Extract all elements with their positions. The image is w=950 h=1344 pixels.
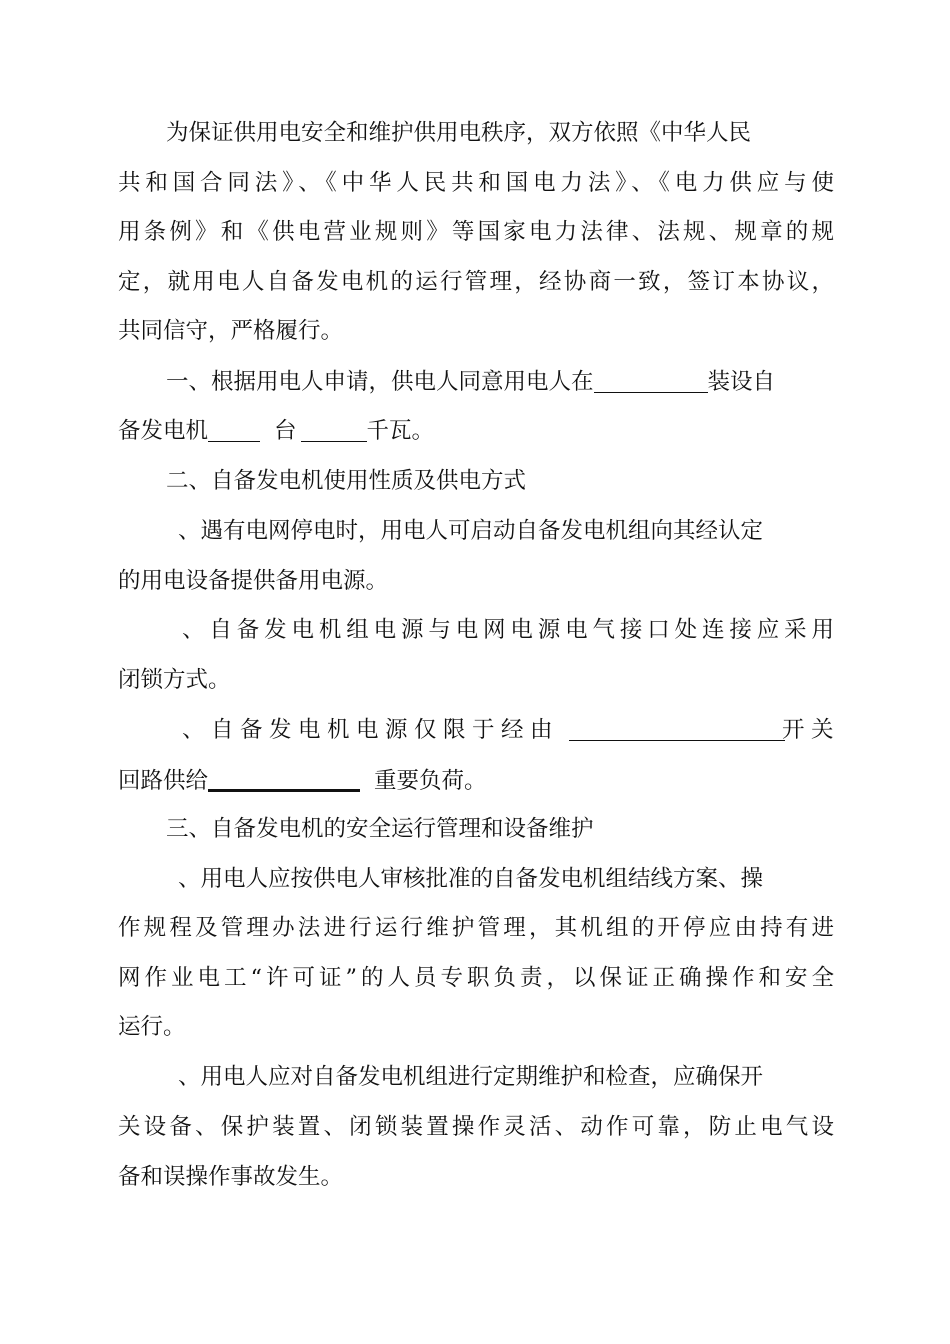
clause-1-line-2 [118, 411, 834, 451]
section-2-item-1-line-1: 、遇有电网停电时，用电人可启动自备发电机组向其经认定 [178, 518, 764, 544]
section-2-item-3-text-d: 重要负荷。 [374, 768, 487, 794]
section-3-item-2-line-1: 、用电人应对自备发电机组进行定期维护和检查，应确保开 [178, 1064, 764, 1090]
section-2-heading: 二、自备发电机使用性质及供电方式 [166, 468, 527, 494]
section-2-item-1-line-2: 的用电设备提供备用电源。 [118, 568, 389, 594]
intro-line-1 [166, 113, 834, 153]
section-3-item-1-line-2: 作规程及管理办法进行运行维护管理，其机组的开停应由持有进 [118, 915, 834, 941]
intro-text: 为保证供用电安全和维护供用电秩序，双方依照《中华人民 [166, 120, 752, 146]
section-3-heading: 三、自备发电机的安全运行管理和设备维护 [166, 816, 594, 842]
section-2-item-3-text-c: 回路供给 [118, 768, 209, 794]
section-2-item-3-text-b: 开关 [781, 717, 840, 743]
clause-1-text-e: 千瓦。 [366, 418, 435, 444]
clause-1-text-c: 备发电机 [118, 418, 209, 444]
intro-line-4: 定，就用电人自备发电机的运行管理，经协商一致，签订本协议， [118, 269, 834, 295]
unit-count-blank[interactable] [208, 411, 260, 442]
section-2-item-3-line-1 [182, 710, 840, 750]
section-3-item-1-line-1: 、用电人应按供电人审核批准的自备发电机组结线方案、操 [178, 866, 764, 892]
section-3-item-2-line-2: 关设备、保护装置、闭锁装置操作灵活、动作可靠，防止电气设 [118, 1114, 834, 1140]
intro-line-3: 用条例》和《供电营业规则》等国家电力法律、法规、规章的规 [118, 219, 834, 245]
section-2-item-3-line-2 [118, 759, 834, 799]
section-3-item-1-line-4: 运行。 [118, 1014, 186, 1040]
clause-1-line-1 [166, 362, 834, 402]
intro-line-2: 共和国合同法》、《中华人民共和国电力法》、《电力供应与使 [118, 170, 834, 196]
section-2-item-2-line-2: 闭锁方式。 [118, 667, 231, 693]
section-2-item-3-text-a: 、自备发电机电源仅限于经由 [182, 717, 560, 743]
section-2-item-2-line-1: 、自备发电机组电源与电网电源电气接口处连接应采用 [182, 617, 834, 643]
clause-1-text-a: 一、根据用电人申请，供电人同意用电人在 [166, 369, 594, 395]
section-3-item-2-line-3: 备和误操作事故发生。 [118, 1164, 344, 1190]
clause-1-text-d: 台 [274, 418, 297, 444]
capacity-blank[interactable] [301, 411, 367, 442]
section-3-item-1-line-3: 网作业电工“许可证”的人员专职负责，以保证正确操作和安全 [118, 965, 834, 991]
location-blank[interactable] [594, 362, 708, 393]
intro-line-5: 共同信守，严格履行。 [118, 318, 344, 344]
clause-1-text-b: 装设自 [707, 369, 776, 395]
load-blank[interactable] [208, 759, 360, 792]
switch-blank[interactable] [569, 710, 785, 741]
